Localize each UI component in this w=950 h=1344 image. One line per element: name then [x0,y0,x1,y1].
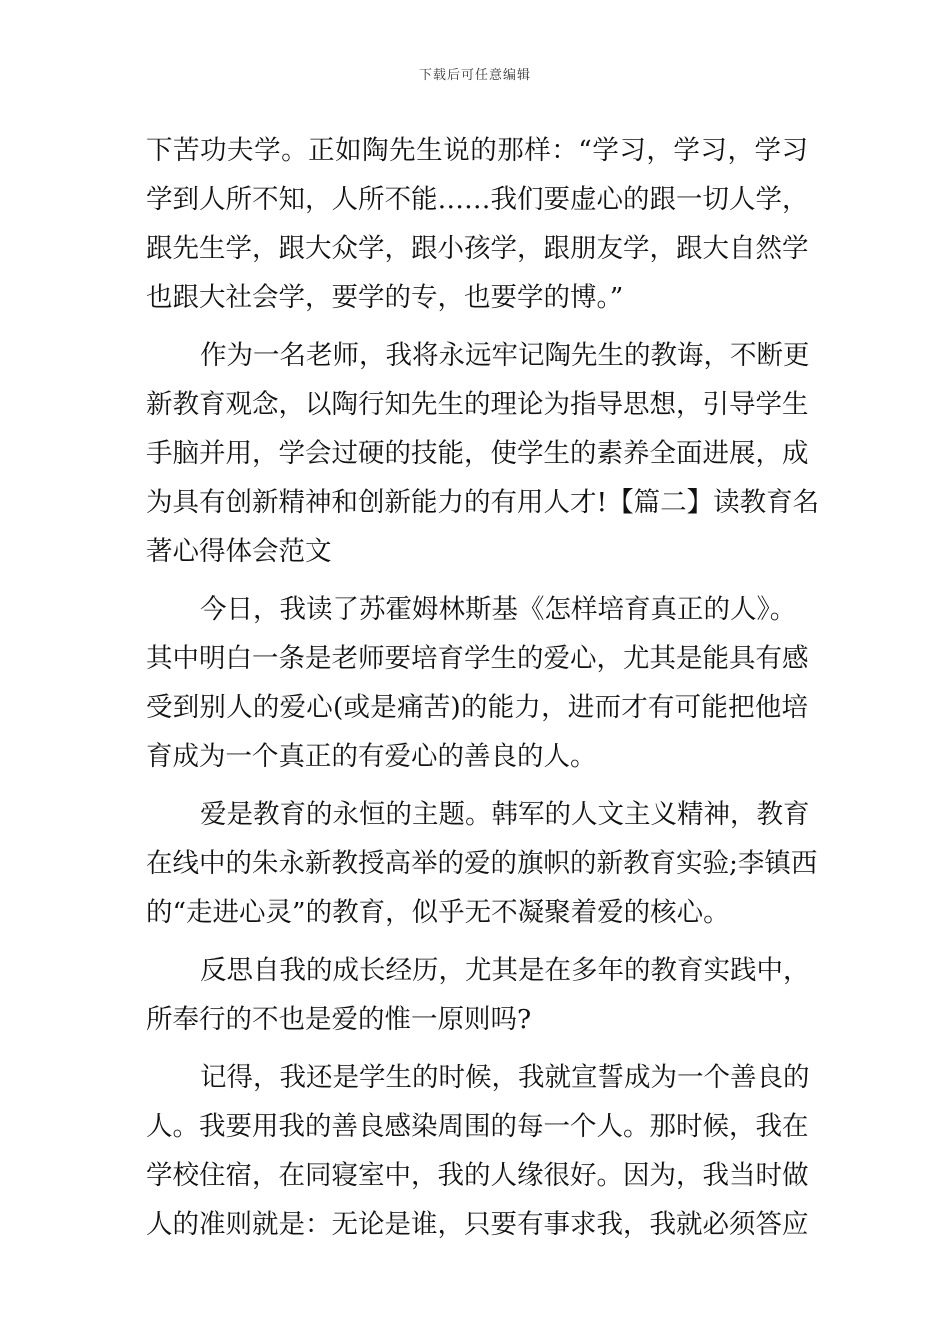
text-line: 学校住宿，在同寝室中，我的人缘很好。因为，我当时做 [146,1160,809,1191]
text-line: 的“走进心灵”的教育，似乎无不凝聚着爱的核心。 [146,897,730,928]
text-line: 作为一名老师，我将永远牢记陶先生的教诲，不断更 [200,340,810,371]
text-line: 跟先生学，跟大众学，跟小孩学，跟朋友学，跟大自然学 [146,233,809,264]
text-line: 为具有创新精神和创新能力的有用人才!【篇二】读教育名 [146,487,820,518]
paragraph-2 [146,331,820,576]
text-line: 记得，我还是学生的时候，我就宣誓成为一个善良的 [200,1062,810,1093]
paragraph-4 [146,790,818,937]
text-line: 学到人所不知，人所不能……我们要虚心的跟一切人学， [146,184,809,215]
text-line: 爱是教育的永恒的主题。韩军的人文主义精神，教育 [200,799,810,830]
text-line: 反思自我的成长经历，尤其是在多年的教育实践中， [200,955,810,986]
paragraph-3 [146,585,808,781]
text-line: 受到别人的爱心(或是痛苦)的能力，进而才有可能把他培 [146,692,808,723]
paragraph-5 [146,946,808,1044]
text-line: 著心得体会范文 [146,536,332,567]
text-line: 新教育观念，以陶行知先生的理论为指导思想，引导学生 [146,389,809,420]
text-line: 其中明白一条是老师要培育学生的爱心，尤其是能具有感 [146,643,809,674]
paragraph-6 [146,1053,808,1249]
document-body [146,126,820,1249]
text-line: 也跟大社会学，要学的专，也要学的博。” [146,282,624,313]
paragraph-1 [146,126,808,322]
text-line: 下苦功夫学。正如陶先生说的那样：“学习，学习，学习 [146,135,808,166]
text-line: 今日，我读了苏霍姆林斯基《怎样培育真正的人》。 [200,594,797,625]
text-line: 所奉行的不也是爱的惟一原则吗? [146,1004,532,1035]
page-header: 下载后可任意编辑 [418,68,531,83]
text-line: 手脑并用，学会过硬的技能，使学生的素养全面进展，成 [146,438,809,469]
text-line: 育成为一个真正的有爱心的善良的人。 [146,741,597,772]
text-line: 人。我要用我的善良感染周围的每一个人。那时候，我在 [146,1111,809,1142]
text-line: 人的准则就是：无论是谁，只要有事求我，我就必须答应 [146,1209,809,1240]
text-line: 在线中的朱永新教授高举的爱的旗帜的新教育实验;李镇西 [146,848,818,879]
